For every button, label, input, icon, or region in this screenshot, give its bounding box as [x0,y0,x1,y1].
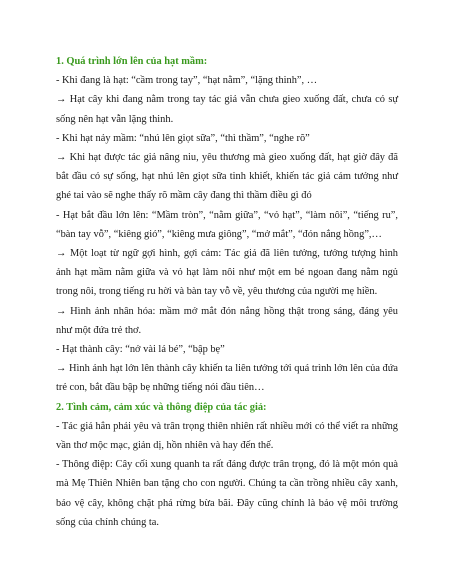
paragraph-personification: → Hình ảnh nhân hóa: mầm mở mắt đón nắng hồng thật trong sáng, đáng yêu như một đứa trẻ thơ. [56,305,398,336]
section-2-heading: 2. Tình cảm, cảm xúc và thông điệp của tác giả: [56,401,267,413]
paragraph-author-feeling: - Tác giả hẳn phải yêu và trân trọng thiên nhiên rất nhiều mới có thể viết ra những vần thơ mộc mạc, giản dị, hồn nhiên và hay đến thế. [56,420,398,452]
paragraph-seed-explanation: → Hạt cây khi đang nằm trong tay tác giả vẫn chưa gieo xuống đất, chưa có sự sống nên hạt vẫn lặng thinh. [56,94,398,125]
paragraph-tree-stage: - Hạt thành cây: “nở vài lá bé”, “bập bẹ” [56,344,225,356]
paragraph-growing-explanation: → Một loạt từ ngữ gợi hình, gợi cảm: Tác giả đã liên tưởng, tưởng tượng hình ảnh hạt mầm nằm giữa và vỏ hạt làm nôi như một em bé ngoan đang nằm ngủ trong nôi, trong tiếng ru hời và bàn tay vỗ về, yêu thương của người mẹ hiền. [56,248,398,298]
paragraph-growing-stage: - Hạt bắt đầu lớn lên: “Mầm tròn”, “nằm giữa”, “vỏ hạt”, “làm nôi”, “tiếng ru”, “bàn tay vỗ”, “kiêng gió”, “kiêng mưa giông”, “mở mắt”, “đón nắng hồng”,… [56,209,398,240]
paragraph-seed-stage: - Khi đang là hạt: “cầm trong tay”, “hạt nằm”, “lặng thinh”, … [56,75,318,87]
section-1-heading: 1. Quá trình lớn lên của hạt mầm: [56,56,208,67]
paragraph-tree-explanation: → Hình ảnh hạt lớn lên thành cây khiến ta liên tưởng tới quá trình lớn lên của đứa trẻ con, bắt đầu bập bẹ những tiếng nói đầu tiên… [56,363,398,394]
paragraph-message: - Thông điệp: Cây cối xung quanh ta rất đáng được trân trọng, đó là một món quà mà Mẹ Thiên Nhiên ban tặng cho con người. Chúng ta cần trồng nhiều cây xanh, bảo vệ cây, không chặt phá rừng bừa bãi. Đây cũng chính là bảo vệ môi trường sống của chính chúng ta. [56,459,398,528]
paragraph-sprouting-explanation: → Khi hạt được tác giả nâng niu, yêu thương mà gieo xuống đất, hạt giờ đây đã bắt đầu có sự sống, hạt nhú lên giọt sữa tinh khiết, khiến tác giả cảm tưởng như ghé tai vào sẽ nghe thấy rõ mầm cây đang thì thầm điều gì đó [56,152,398,202]
document-body [56,52,398,532]
paragraph-sprouting-stage: - Khi hạt nảy mầm: “nhú lên giọt sữa”, “thì thầm”, “nghe rõ” [56,132,310,144]
